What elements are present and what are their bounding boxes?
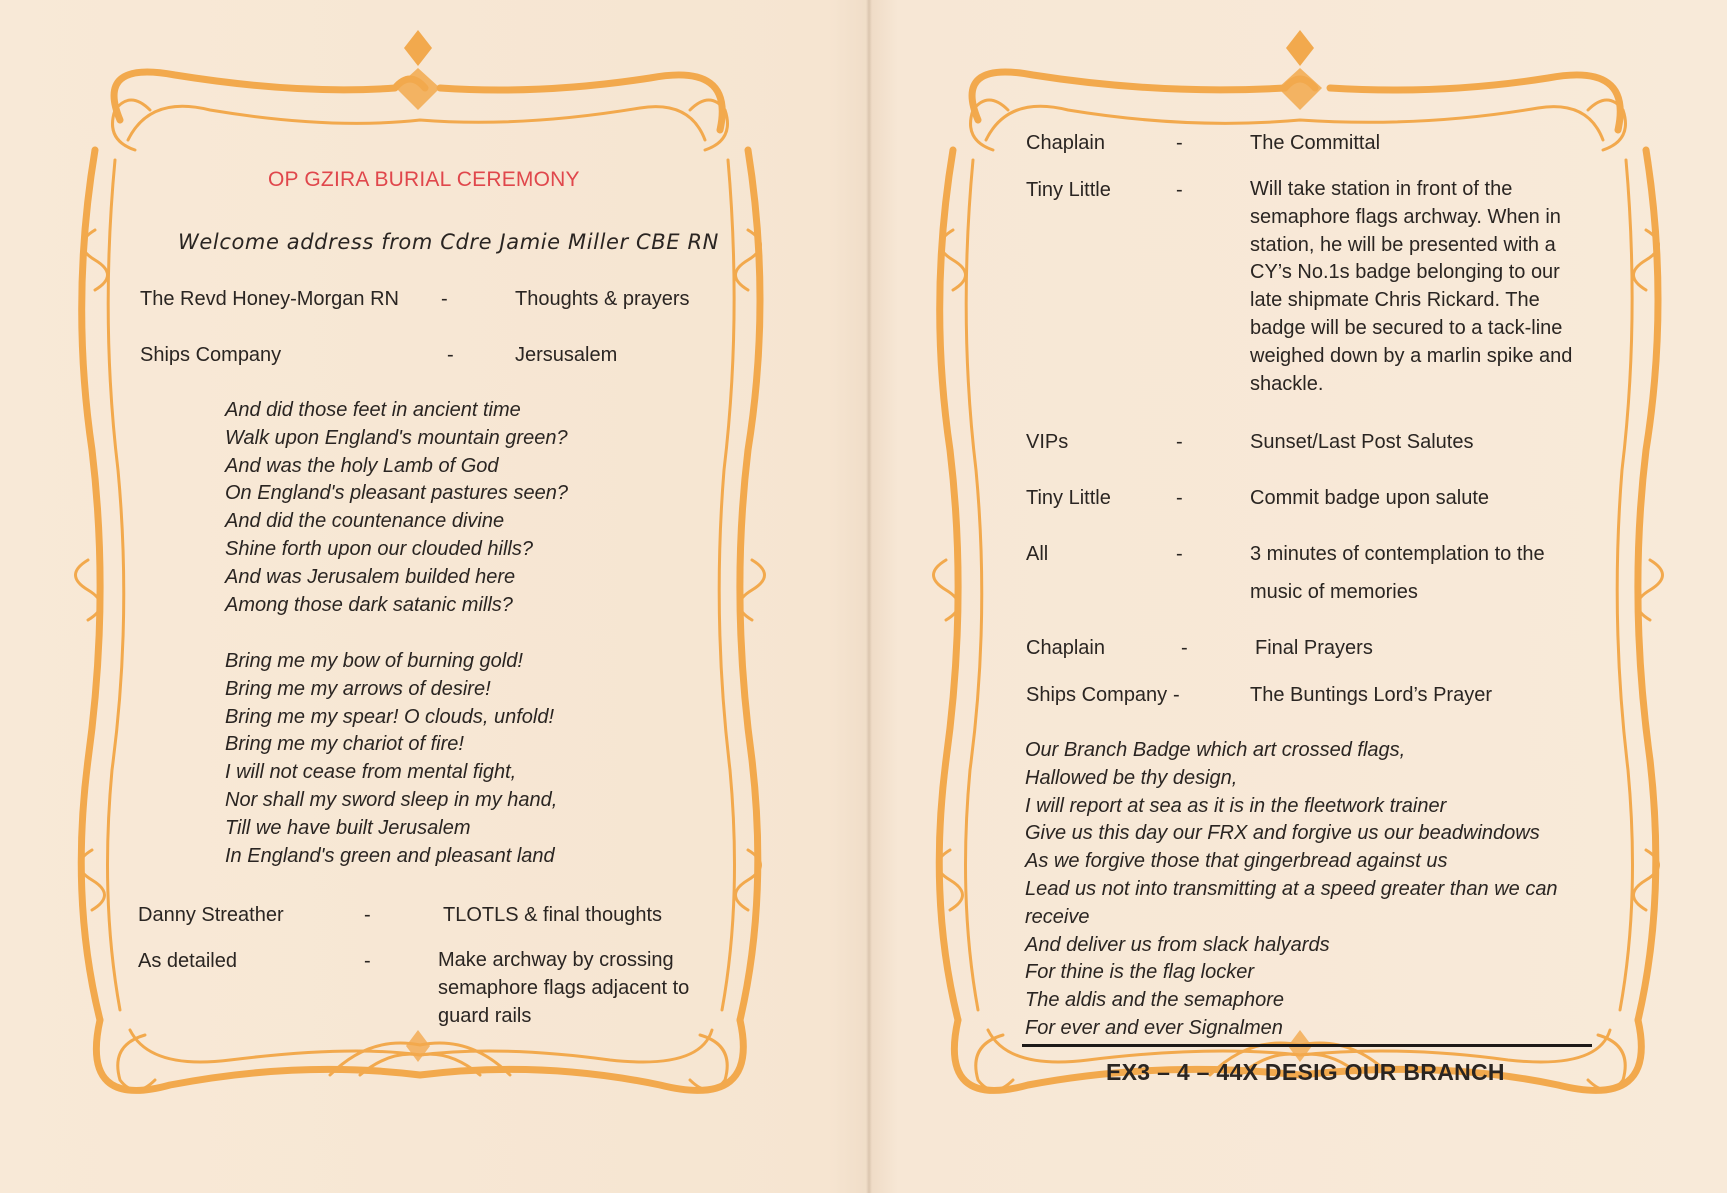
entry-dash: - (447, 344, 454, 366)
entry-who: All (1026, 543, 1049, 565)
entry-who: As detailed (138, 950, 237, 972)
verse-line: On England's pleasant pastures seen? (225, 482, 568, 505)
entry-who: Tiny Little (1026, 487, 1111, 509)
entry-dash: - (441, 288, 448, 310)
buntings-lords-prayer (1025, 737, 1558, 1043)
jerusalem-verse-1 (225, 397, 568, 619)
entry-what: Sunset/Last Post Salutes (1250, 431, 1474, 453)
entry-dash: - (1176, 487, 1183, 509)
verse-line: I will not cease from mental fight, (225, 761, 517, 784)
prayer-line: For thine is the flag locker (1025, 961, 1254, 984)
prayer-line: Hallowed be thy design, (1025, 766, 1238, 789)
entry-dash: - (364, 904, 371, 926)
verse-line: Bring me my chariot of fire! (225, 733, 464, 756)
verse-line: And was Jerusalem builded here (225, 565, 516, 588)
verse-line: Bring me my bow of burning gold! (225, 650, 523, 672)
entry-what: Will take station in front of the semaphore flags archway. When in station, he will be presented with a CY’s No.1s badge belonging to our late shipmate Chris Rickard. The badge will be secured to a tack-line weighed down by a marlin spike and shackle. (1250, 178, 1573, 395)
entry-what: 3 minutes of contemplation to the (1250, 543, 1545, 565)
entry-dash: - (1176, 132, 1183, 154)
verse-line: In England's green and pleasant land (225, 844, 555, 867)
entry-who: Chaplain (1026, 637, 1105, 659)
jerusalem-verse-2 (225, 648, 557, 870)
verse-line: Till we have built Jerusalem (225, 816, 471, 839)
prayer-line: The aldis and the semaphore (1025, 989, 1285, 1012)
prayer-line: As we forgive those that gingerbread against us (1025, 850, 1448, 873)
verse-line: Shine forth upon our clouded hills? (225, 537, 533, 560)
entry-what: Make archway by crossing semaphore flags adjacent to guard rails (438, 949, 690, 1027)
entry-dash: - (1181, 637, 1188, 659)
verse-line: And did those feet in ancient time (225, 399, 521, 421)
entry-who: Tiny Little (1026, 179, 1111, 201)
prayer-line: Give us this day our FRX and forgive us our beadwindows (1025, 822, 1540, 845)
entry-who: Danny Streather (138, 904, 284, 926)
entry-what: Final Prayers (1255, 637, 1373, 659)
entry-dash: - (364, 950, 371, 972)
verse-line: And was the holy Lamb of God (225, 454, 499, 477)
entry-what: The Committal (1250, 132, 1381, 154)
verse-line: Among those dark satanic mills? (225, 593, 513, 616)
entry-what: TLOTLS & final thoughts (443, 904, 663, 926)
entry-dash: - (1176, 179, 1183, 201)
prayer-line: Lead us not into transmitting at a speed greater than we can (1025, 877, 1558, 900)
footer-rule (1022, 1044, 1592, 1047)
prayer-line: receive (1025, 905, 1090, 928)
entry-what: music of memories (1250, 581, 1418, 603)
entry-who: Ships Company (1026, 684, 1168, 706)
entry-what: The Buntings Lord’s Prayer (1250, 684, 1492, 706)
ceremony-title: OP GZIRA BURIAL CEREMONY (268, 168, 580, 191)
verse-line: Bring me my arrows of desire! (225, 677, 491, 700)
footer-text: EX3 – 4 – 44X DESIG OUR BRANCH (1106, 1059, 1505, 1085)
verse-line: And did the countenance divine (225, 510, 505, 533)
welcome-address: Welcome address from Cdre Jamie Miller CBE RN (178, 230, 719, 254)
entry-dash: - (1176, 543, 1183, 565)
prayer-line: For ever and ever Signalmen (1025, 1016, 1283, 1039)
verse-line: Bring me my spear! O clouds, unfold! (225, 705, 555, 728)
entry-dash: - (1176, 431, 1183, 453)
entry-dash: - (1173, 684, 1180, 706)
entry-who: The Revd Honey-Morgan RN (140, 288, 399, 310)
entry-what: Thoughts & prayers (515, 288, 690, 310)
verse-line: Nor shall my sword sleep in my hand, (225, 788, 558, 811)
entry-what: Commit badge upon salute (1250, 487, 1490, 509)
entry-who: VIPs (1026, 431, 1069, 453)
entry-what: Jersusalem (515, 344, 618, 366)
prayer-line: I will report at sea as it is in the fleetwork trainer (1025, 794, 1447, 817)
entry-who: Chaplain (1026, 132, 1105, 154)
verse-line: Walk upon England's mountain green? (225, 426, 568, 449)
prayer-line: Our Branch Badge which art crossed flags, (1025, 739, 1406, 761)
prayer-line: And deliver us from slack halyards (1025, 933, 1330, 956)
entry-who: Ships Company (140, 344, 282, 366)
